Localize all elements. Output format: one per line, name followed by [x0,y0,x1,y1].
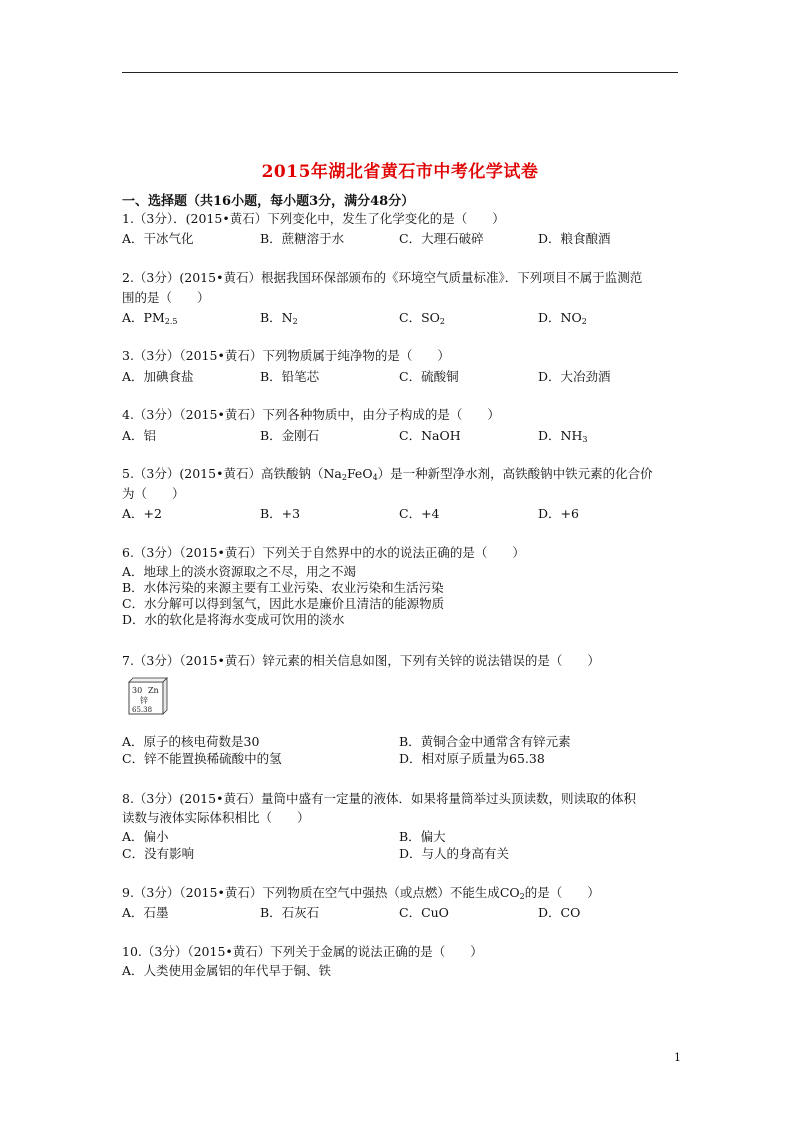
q7-option-a: A．原子的核电荷数是30 [122,734,260,749]
question-3-stem: 3.（3分）（2015•黄石）下列物质属于纯净物的是（ ） [122,348,450,363]
question-4-stem: 4.（3分）（2015•黄石）下列各种物质中，由分子构成的是（ ） [122,407,500,422]
q4-option-d: D．$NH_3$ [538,428,588,444]
question-10-stem: 10.（3分）（2015•黄石）下列关于金属的说法正确的是（ ） [122,944,483,959]
question-6-stem: 6.（3分）（2015•黄石）下列关于自然界中的水的说法正确的是（ ） [122,545,525,560]
q4-option-c: C．NaOH [399,428,461,443]
page-title: 2015年湖北省黄石市中考化学试卷 [261,162,539,182]
q4-option-a: A．铝 [122,428,157,443]
question-2-stem-line2: 围的是（ ） [122,290,210,305]
q1-option-b: B．蔗糖溶于水 [260,231,345,246]
q6-option-b: B．水体污染的来源主要有工业污染、农业污染和生活污染 [122,580,444,595]
question-5-stem-line2: 为（ ） [122,486,185,501]
q8-option-d: D．与人的身高有关 [399,846,510,861]
q5-option-c: C．+4 [399,506,440,521]
q9-option-c: C．CuO [399,905,449,920]
question-1-stem: 1.（3分）．(2015•黄石）下列变化中，发生了化学变化的是（ ） [122,211,505,226]
q3-option-c: C．硫酸铜 [399,369,459,384]
q5-option-d: D．+6 [538,506,579,521]
q2-option-a: A．$PM_{2.5}$ [122,310,178,326]
q3-option-d: D．大冶劲酒 [538,369,611,384]
zinc-element-figure [124,677,168,717]
zinc-atomic-number: 30 [132,686,143,695]
q6-option-a: A．地球上的淡水资源取之不尽，用之不竭 [122,564,357,579]
zinc-name: 锌 [140,696,148,705]
header-rule [122,72,678,73]
q1-option-c: C．大理石破碎 [399,231,484,246]
zinc-mass: 65.38 [132,706,153,714]
question-5-stem-line1: 5.（3分）(2015•黄石）高铁酸钠$(Na_2FeO_4)$是一种新型净水剂，高铁酸钠中铁元素的化合价 [122,466,653,482]
page-number: 1 [674,1051,681,1064]
q5-option-b: B．+3 [260,506,301,521]
q1-option-d: D．粮食酿酒 [538,231,611,246]
q8-option-b: B．偏大 [399,829,446,844]
question-2-stem-line1: 2.（3分）(2015•黄石）根据我国环保部颁布的《环境空气质量标准》．下列项目不属于监测范 [122,270,643,285]
q9-option-d: D．CO [538,905,581,920]
q3-option-a: A．加碘食盐 [122,369,194,384]
zinc-symbol: Zn [148,686,159,695]
q7-option-d: D．相对原子质量为65.38 [399,751,545,766]
q2-option-c: C．$SO_2$ [399,310,445,326]
q9-option-a: A．石墨 [122,905,169,920]
q10-option-a: A．人类使用金属铝的年代早于铜、铁 [122,963,332,978]
q4-option-b: B．金刚石 [260,428,320,443]
question-8-stem-line1: 8.（3分）(2015•黄石）量筒中盛有一定量的液体．如果将量筒举过头顶读数，则读取的体积 [122,791,636,806]
q1-option-a: A．干冰气化 [122,231,194,246]
q9-option-b: B．石灰石 [260,905,320,920]
q5-option-a: A．+2 [122,506,162,521]
q2-option-b: B．$N_2$ [260,310,298,326]
q8-option-a: A．偏小 [122,829,169,844]
question-8-stem-line2: 读数与液体实际体积相比（ ） [122,810,310,825]
q6-option-c: C．水分解可以得到氢气，因此水是廉价且清洁的能源物质 [122,596,445,611]
section-heading: 一、选择题（共16小题，每小题3分，满分48分） [122,194,415,209]
q7-option-c: C．锌不能置换稀硫酸中的氢 [122,751,282,766]
q2-option-d: D．$NO_2$ [538,310,587,326]
question-7-stem: 7.（3分）（2015•黄石）锌元素的相关信息如图，下列有关锌的说法错误的是（ ） [122,653,600,668]
question-9-stem: 9.（3分）（2015•黄石）下列物质在空气中强热（或点燃）不能生成$CO_2$的是（ ） [122,885,600,901]
q8-option-c: C．没有影响 [122,846,195,861]
q6-option-d: D．水的软化是将海水变成可饮用的淡水 [122,612,345,627]
q7-option-b: B．黄铜合金中通常含有锌元素 [399,734,571,749]
q3-option-b: B．铅笔芯 [260,369,320,384]
